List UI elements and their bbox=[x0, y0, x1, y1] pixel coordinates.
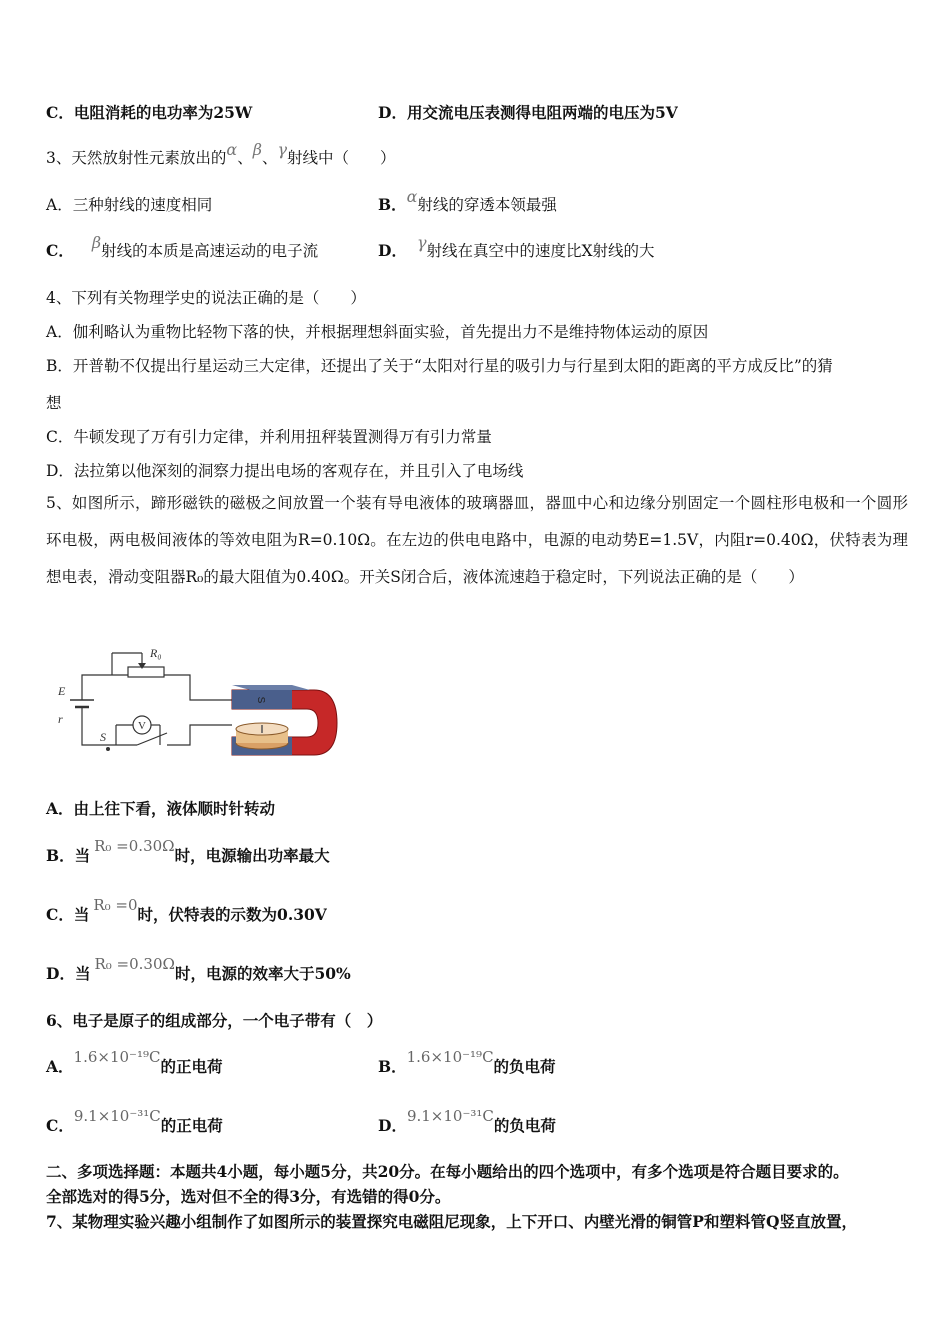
q5-option-d: D．当 R₀ =0.30Ω时，电源的效率大于50% bbox=[46, 955, 351, 983]
q5-circuit-figure bbox=[52, 645, 352, 765]
q6-option-a: A．1.6×10⁻¹⁹C的正电荷 bbox=[46, 1048, 223, 1076]
q4-stem: 4、下列有关物理学史的说法正确的是（ ） bbox=[46, 289, 366, 307]
q2-option-c: C．电阻消耗的电功率为25W bbox=[46, 103, 253, 122]
q3-option-a: A．三种射线的速度相同 bbox=[46, 196, 213, 214]
q3-stem: 3、天然放射性元素放出的α、β、γ射线中（ ） bbox=[46, 140, 396, 167]
gamma-symbol: γ bbox=[277, 140, 288, 159]
q6-option-d: D．9.1×10⁻³¹C的负电荷 bbox=[378, 1107, 556, 1135]
section2-heading-line1: 二、多项选择题：本题共4小题，每小题5分，共20分。在每小题给出的四个选项中，有多个选项是符合题目要求的。 bbox=[46, 1162, 849, 1181]
q3-option-c: C． β射线的本质是高速运动的电子流 bbox=[46, 233, 319, 260]
switch-pivot bbox=[106, 747, 110, 751]
magnet-top-face bbox=[232, 685, 310, 690]
q3-option-b: B．α射线的穿透本领最强 bbox=[378, 187, 557, 214]
q4-option-a: A．伽利略认为重物比轻物下落的快，并根据理想斜面实验，首先提出力不是维持物体运动的原因 bbox=[46, 323, 709, 341]
magnet-pole-label: S bbox=[255, 696, 266, 704]
q5-stem: 5、如图所示，蹄形磁铁的磁极之间放置一个装有导电液体的玻璃器皿，器皿中心和边缘分别固定一个圆柱形电极和一个圆形环电极，两电极间液体的等效电阻为R=0.10Ω。在左边的供电电路中，电源的电动势E=1.5V，内阻r=0.40Ω，伏特表为理想电表，滑动变阻器R₀的最大阻值为0.40Ω。开关S闭合后，液体流速趋于稳定时，下列说法正确的是（ ） bbox=[46, 494, 908, 586]
r0-label: R₀ bbox=[150, 646, 162, 660]
q4-option-c: C．牛顿发现了万有引力定律，并利用扭秤装置测得万有引力常量 bbox=[46, 428, 492, 446]
q6-stem: 6、电子是原子的组成部分，一个电子带有（ ） bbox=[46, 1011, 383, 1030]
q6-option-c: C．9.1×10⁻³¹C的正电荷 bbox=[46, 1107, 223, 1135]
beta-symbol: β bbox=[252, 140, 262, 159]
emf-label: E bbox=[58, 684, 66, 698]
q4-option-b: B．开普勒不仅提出行星运动三大定律，还提出了关于“太阳对行星的吸引力与行星到太阳的距离的平方成反比”的猜 bbox=[46, 357, 833, 375]
q5-option-c: C．当 R₀ =0时，伏特表的示数为0.30V bbox=[46, 896, 327, 924]
section2-heading-line2: 全部选对的得5分，选对但不全的得3分，有选错的得0分。 bbox=[46, 1187, 451, 1206]
q3-option-d: D． γ射线在真空中的速度比X射线的大 bbox=[378, 233, 655, 260]
voltmeter-label: V bbox=[138, 720, 146, 732]
q5-option-a: A．由上往下看，液体顺时针转动 bbox=[46, 799, 276, 818]
q6-option-b: B．1.6×10⁻¹⁹C的负电荷 bbox=[378, 1048, 556, 1076]
q2-option-d: D．用交流电压表测得电阻两端的电压为5V bbox=[378, 103, 678, 122]
q4-option-b-cont: 想 bbox=[46, 394, 62, 412]
q7-stem: 7、某物理实验兴趣小组制作了如图所示的装置探究电磁阻尼现象，上下开口、内壁光滑的铜管P和塑料管Q竖直放置， bbox=[46, 1212, 857, 1231]
q5-option-b: B．当 R₀ =0.30Ω时，电源输出功率最大 bbox=[46, 837, 330, 865]
alpha-symbol: α bbox=[226, 140, 238, 159]
switch-label: S bbox=[100, 730, 106, 744]
q4-option-d: D．法拉第以他深刻的洞察力提出电场的客观存在，并且引入了电场线 bbox=[46, 462, 524, 480]
internal-r-label: r bbox=[58, 712, 63, 726]
